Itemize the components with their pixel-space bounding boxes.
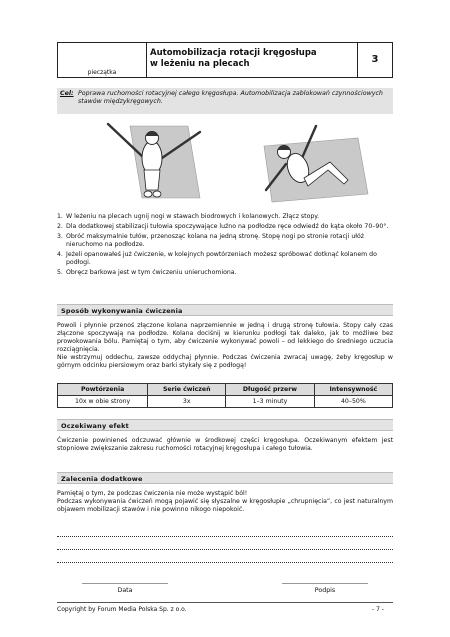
effect-text: Ćwiczenie powinieneś odczuwać głównie w środkowej części kręgosłupa. Oczekiwanym efektem jest stopniowe zwiększanie zakresu ruchomości rotacyjnej kręgosłupa i całego tułowia. [57,437,393,453]
header-box [57,42,393,78]
exercise-title [150,48,317,70]
title-line-2: w leżeniu na plecach [150,59,250,69]
method-heading: Sposób wykonywania ćwiczenia [57,304,393,316]
table-header-row [58,384,393,396]
page-number: - 7 - [372,606,384,613]
advice-paragraph-2: Podczas wykonywania ćwiczeń mogą pojawić się słyszalne w kręgosłupie „chrupnięcia”, co jest naturalnym objawem mobilizacji stawów i nie powinno nikogo niepokoić. [57,498,393,514]
stamp-area [58,43,147,77]
method-paragraph-2: Nie wstrzymuj oddechu, zawsze oddychaj płynnie. Podczas ćwiczenia zwracaj uwagę, żeby kręgosłup w górnym odcinku piersiowym oraz barki stykały się z podłogą! [57,354,393,370]
header-breaks: Długość przerw [226,384,314,396]
goal-text: Poprawa ruchomości rotacyjnej całego kręgosłupa. Automobilizacja zablokowań czynnościowych stawów międzykręgowych. [78,90,383,105]
date-label: Data [117,587,133,594]
method-paragraph-1: Powoli i płynnie przenoś złączone kolana naprzemiennie w jedną i drugą stronę tułowia. Stopy cały czas złączone spoczywają na podłodze. Kolana dociśnij w kierunku podłogi tak daleko, jak to możliwe bez prowokowania bólu. Pamiętaj o tym, aby ćwiczenie wykonywać powoli – od lekkiego do średniego uczucia rozciągnięcia. [57,322,393,354]
list-item: 1. W leżeniu na plecach ugnij nogi w stawach biodrowych i kolanowych. Złącz stopy. [57,213,320,220]
exercise-figure-rotation [258,118,378,204]
signature-label: Podpis [314,587,336,594]
list-item: 2. Dla dodatkowej stabilizacji tułowia spoczywające luźno na podłodze ręce odwiedź do kąta około 70–90°. [57,222,389,230]
cell-series: 3x [148,396,226,408]
goal-label: Cel: [60,90,74,97]
copyright-text: Copyright by Forum Media Polska Sp. z o.o. [57,606,187,613]
advice-paragraph-1: Pamiętaj o tym, że podczas ćwiczenia nie może wystąpić ból! [57,490,248,497]
goal-box [57,88,393,114]
exercise-parameters-table [57,383,393,408]
cell-breaks: 1–3 minuty [226,396,314,408]
note-line [57,536,393,537]
exercise-figure-start [100,118,210,204]
advice-heading: Zalecenia dodatkowe [57,472,393,484]
note-line [57,562,393,563]
steps-list [57,213,393,278]
header-repetitions: Powtórzenia [58,384,148,396]
cell-repetitions: 10x w obie strony [58,396,148,408]
list-item: 5. Obręcz barkowa jest w tym ćwiczeniu unieruchomiona. [57,268,237,276]
advice-text [57,490,393,514]
date-line [82,583,168,584]
header-intensity: Intensywność [314,384,392,396]
stamp-label: pieczątka [87,69,117,76]
cell-intensity: 40–50% [314,396,392,408]
title-line-1: Automobilizacja rotacji kręgosłupa [150,48,317,58]
effect-heading: Oczekiwany efekt [57,419,393,431]
signature-line [282,583,368,584]
list-item: 3. Obróć maksymalnie tułów, przenosząc kolana na jedną stronę. Stopę nogi po stronie rotacji ułóż nieruchomo na podłodze. [57,232,365,248]
table-row [58,396,393,408]
method-text [57,322,393,371]
header-series: Serie ćwiczeń [148,384,226,396]
list-item: 4. Jeżeli opanowałeś już ćwiczenie, w kolejnych powtórzeniach możesz spróbować dotknąć kolanem do podłogi. [57,250,377,266]
footer-divider [57,602,393,603]
mat-shape [130,126,200,198]
note-line [57,549,393,550]
exercise-number: 3 [357,43,392,77]
